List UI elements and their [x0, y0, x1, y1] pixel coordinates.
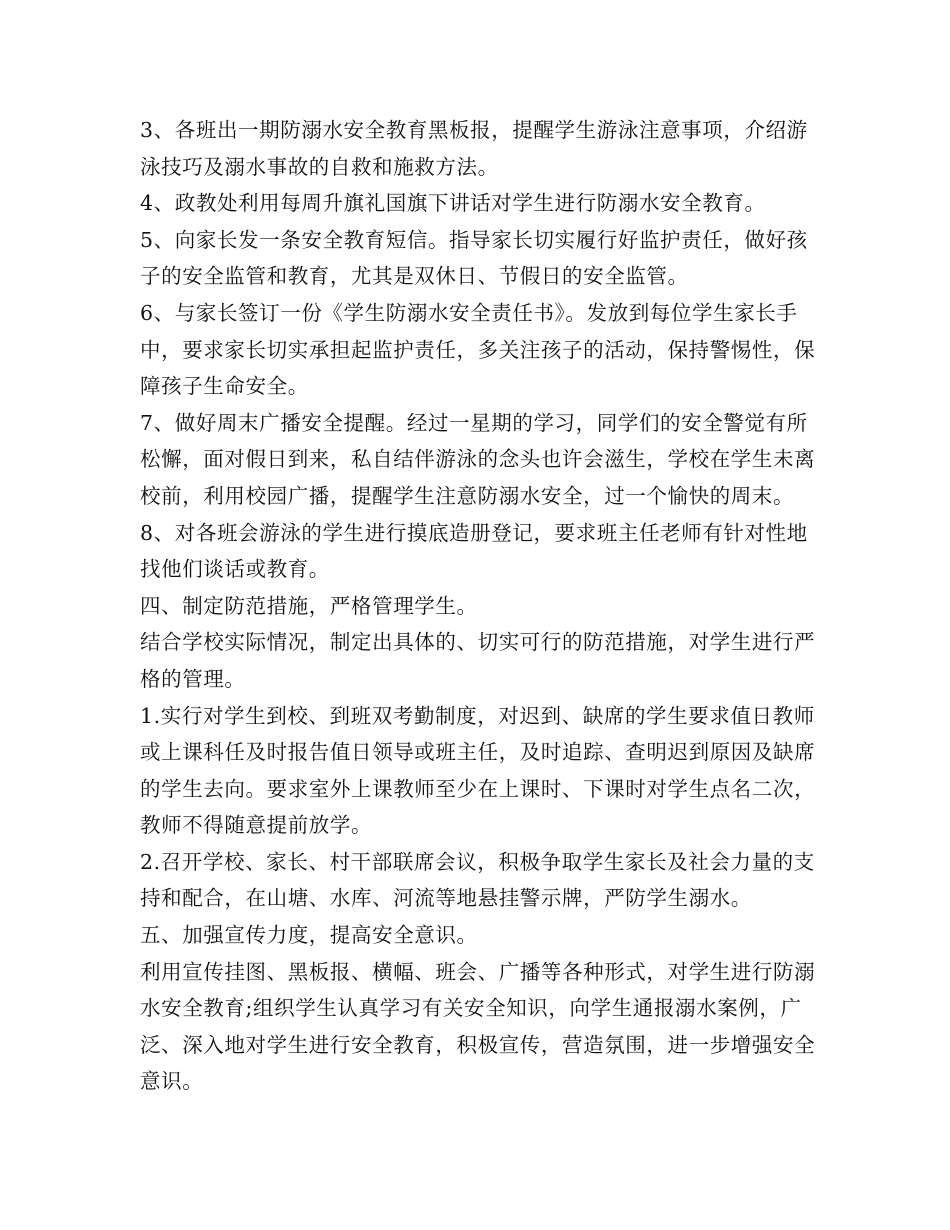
- paragraph-item-5: 5、向家长发一条安全教育短信。指导家长切实履行好监护责任，做好孩子的安全监管和教育，尤其是双休日、节假日的安全监管。: [140, 227, 808, 289]
- measure-item-2: 2.召开学校、家长、村干部联席会议，积极争取学生家长及社会力量的支持和配合，在山塘、水库、河流等地悬挂警示牌，严防学生溺水。: [140, 849, 815, 911]
- paragraph-item-4: 4、政教处利用每周升旗礼国旗下讲话对学生进行防溺水安全教育。: [140, 191, 766, 216]
- section-heading-four: 四、制定防范措施，严格管理学生。: [140, 593, 478, 618]
- paragraph-item-8: 8、对各班会游泳的学生进行摸底造册登记，要求班主任老师有针对性地找他们谈话或教育。: [140, 520, 808, 582]
- section-heading-five: 五、加强宣传力度，提高安全意识。: [140, 923, 478, 948]
- section-four-intro: 结合学校实际情况，制定出具体的、切实可行的防范措施，对学生进行严格的管理。: [140, 630, 816, 691]
- section-five-body: 利用宣传挂图、黑板报、横幅、班会、广播等各种形式，对学生进行防溺水安全教育;组织学生认真学习有关安全知识，向学生通报溺水案例，广泛、深入地对学生进行安全教育，积极宣传，营造氛围，进一步增强安全意识。: [140, 959, 816, 1094]
- measure-item-1: 1.实行对学生到校、到班双考勤制度，对迟到、缺席的学生要求值日教师或上课科任及时报告值日领导或班主任，及时追踪、查明迟到原因及缺席的学生去向。要求室外上课教师至少在上课时、下课时对学生点名二次，教师不得随意提前放学。: [140, 703, 816, 838]
- paragraph-item-6: 6、与家长签订一份《学生防溺水安全责任书》。发放到每位学生家长手中，要求家长切实承担起监护责任，多关注孩子的活动，保持警惕性，保障孩子生命安全。: [140, 300, 816, 399]
- paragraph-item-7: 7、做好周末广播安全提醒。经过一星期的学习，同学们的安全警觉有所松懈，面对假日到来，私自结伴游泳的念头也许会滋生，学校在学生未离校前，利用校园广播，提醒学生注意防溺水安全，过一个愉快的周末。: [140, 410, 816, 508]
- document-body: [140, 112, 820, 1100]
- paragraph-item-3: 3、各班出一期防溺水安全教育黑板报，提醒学生游泳注意事项，介绍游泳技巧及溺水事故的自救和施救方法。: [140, 118, 808, 179]
